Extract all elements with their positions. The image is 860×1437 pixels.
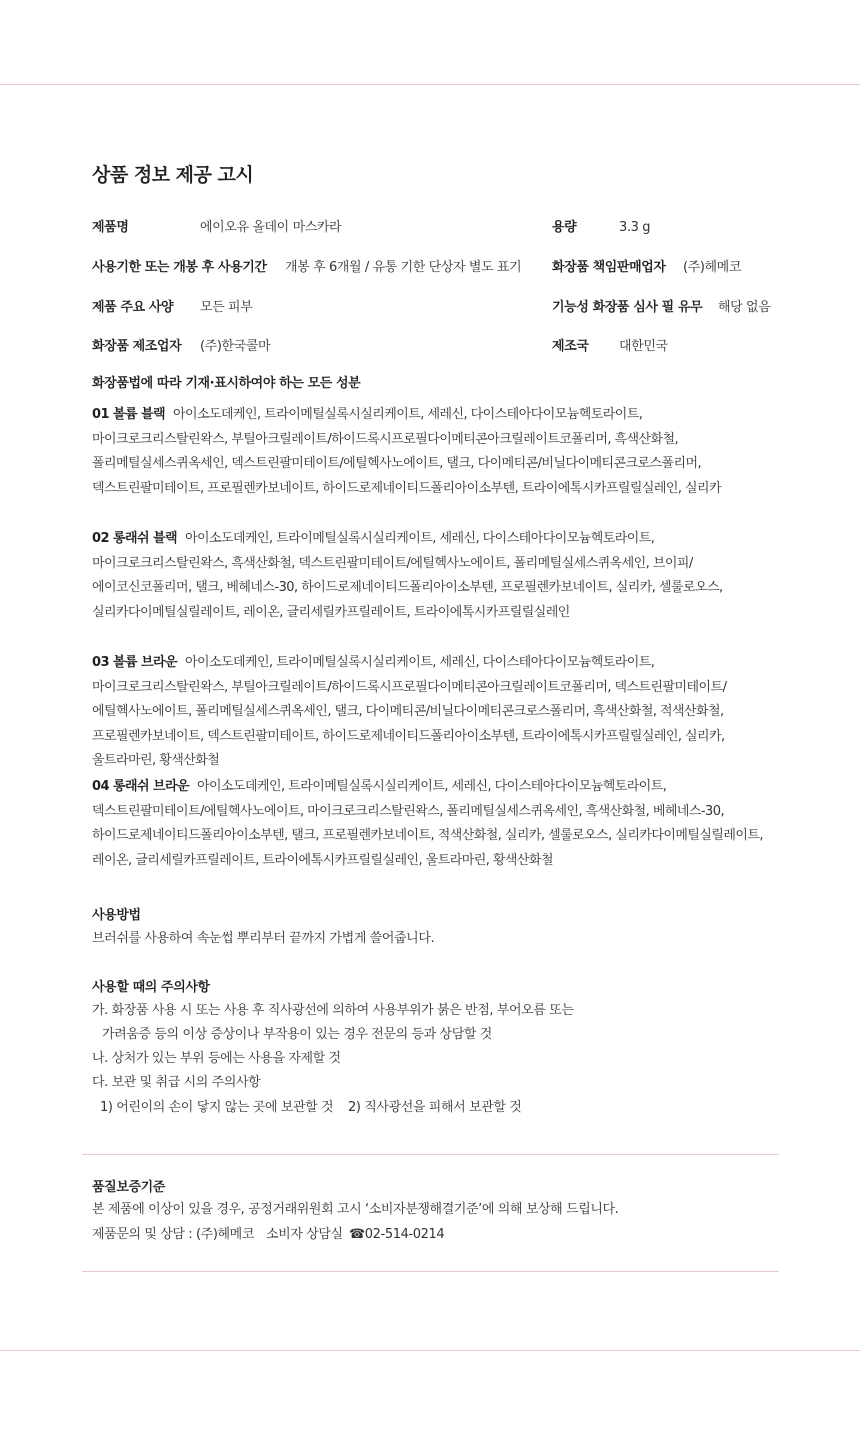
caution-item-c: 다. 보관 및 취급 시의 주의사항	[92, 1075, 261, 1090]
spec-country-value	[619, 338, 668, 356]
spec-country	[552, 338, 588, 356]
spec-value: 대한민국	[619, 339, 668, 354]
spec-label: 제품명	[92, 220, 129, 235]
spec-value: 에이오유 올데이 마스카라	[200, 220, 342, 235]
caution-item-a: 가. 화장품 사용 시 또는 사용 후 직사광선에 의하여 사용부위가 붉은 반점, 부어오름 또는	[92, 1003, 574, 1018]
top-divider	[0, 84, 860, 85]
caution-item-c1: 1) 어린이의 손이 닿지 않는 곳에 보관할 것	[100, 1100, 334, 1115]
caution-item-a-cont: 가려움증 등의 이상 증상이나 부작용이 있는 경우 전문의 등과 상담할 것	[102, 1027, 492, 1042]
spec-seller	[552, 259, 666, 277]
ingredient-text: 아이소도데케인, 트라이메틸실록시실리케이트, 세레신, 다이스테아다이모늄헥토라이트, 덱스트린팔미테이트/에틸헥사노에이트, 마이크로크리스탈린왁스, 폴리메틸실세스퀴옥세인, 흑색산화철, 베헤네스-30, 하이드로제네이티드폴리아이소부텐, 탤크, 프로필렌카보네이트, 적색산화철, 실리카, 셀룰로오스, 실리카다이메틸실릴레이트, 레이온, 글리세릴카프릴레이트, 트라이에톡시카프릴릴실레인, 울트라마린, 황색산화철	[92, 779, 763, 868]
spec-main	[92, 299, 173, 317]
caution-item-c2: 2) 직사광선을 피해서 보관할 것	[348, 1100, 522, 1115]
spec-label: 화장품 제조업자	[92, 339, 182, 354]
quality-bottom-divider	[82, 1271, 779, 1272]
spec-main-value	[200, 299, 252, 317]
usage-title: 사용방법	[92, 908, 141, 923]
ingredient-text: 아이소도데케인, 트라이메틸실록시실리케이트, 세레신, 다이스테아다이모늄헥토라이트, 마이크로크리스탈린왁스, 부틸아크릴레이트/하이드록시프로필다이메티콘아크릴레이트코폴리머, 흑색산화철, 폴리메틸실세스퀴옥세인, 덱스트린팔미테이트/에틸헥사노에이트, 탤크, 다이메티콘/비닐다이메티콘크로스폴리머, 덱스트린팔미테이트, 프로필렌카보네이트, 하이드로제네이티드폴리아이소부텐, 트라이에톡시카프릴릴실레인, 실리카	[92, 407, 722, 496]
contact-label: 제품문의 및 상담 : (주)헤메코	[92, 1227, 254, 1242]
quality-text: 본 제품에 이상이 있을 경우, 공정거래위원회 고시 ‘소비자분쟁해결기준’에 의해 보상해 드립니다.	[92, 1202, 619, 1217]
spec-product-name-value	[200, 219, 341, 237]
spec-expiry-value	[285, 259, 521, 277]
phone-number: 02-514-0214	[364, 1227, 445, 1242]
ingredient-name: 03 볼륨 브라운	[92, 655, 177, 670]
spec-label: 제품 주요 사양	[92, 300, 174, 315]
spec-product-name	[92, 219, 128, 237]
spec-value: (주)한국콜마	[200, 339, 271, 354]
spec-functional	[552, 299, 702, 317]
spec-label: 제조국	[552, 339, 589, 354]
spec-expiry	[92, 259, 267, 277]
ingredient-block	[92, 527, 772, 625]
spec-value: 3.3 g	[619, 220, 651, 235]
ingredient-name: 02 롱래쉬 블랙	[92, 531, 177, 546]
quality-title: 품질보증기준	[92, 1180, 165, 1195]
spec-label: 기능성 화장품 심사 필 유무	[552, 300, 703, 315]
spec-value: (주)헤메코	[683, 260, 741, 275]
spec-value: 모든 피부	[200, 300, 253, 315]
spec-label: 용량	[552, 220, 577, 235]
spec-capacity-value	[619, 219, 650, 237]
ingredient-name: 01 볼륨 블랙	[92, 407, 165, 422]
spec-value: 개봉 후 6개월 / 유통 기한 단상자 별도 표기	[285, 260, 522, 275]
spec-manufacturer	[92, 338, 181, 356]
ingredient-text: 아이소도데케인, 트라이메틸실록시실리케이트, 세레신, 다이스테아다이모늄헥토라이트, 마이크로크리스탈린왁스, 흑색산화철, 덱스트린팔미테이트/에틸헥사노에이트, 폴리메틸실세스퀴옥세인, 브이피/에이코신코폴리머, 탤크, 베헤네스-30, 하이드로제네이티드폴리아이소부텐, 프로필렌카보네이트, 실리카, 셀룰로오스, 실리카다이메틸실릴레이트, 레이온, 글리세릴카프릴레이트, 트라이에톡시카프릴릴실레인	[92, 531, 723, 620]
spec-label: 화장품 책임판매업자	[552, 260, 666, 275]
spec-value: 해당 없음	[718, 300, 771, 315]
phone-contact	[349, 1226, 444, 1244]
usage-text: 브러쉬를 사용하여 속눈썹 뿌리부터 끝까지 가볍게 쓸어줍니다.	[92, 931, 435, 946]
ingredient-text: 아이소도데케인, 트라이메틸실록시실리케이트, 세레신, 다이스테아다이모늄헥토라이트, 마이크로크리스탈린왁스, 부틸아크릴레이트/하이드록시프로필다이메티콘아크릴레이트코폴리머, 덱스트린팔미테이트/에틸헥사노에이트, 폴리메틸실세스퀴옥세인, 탤크, 다이메티콘/비닐다이메티콘크로스폴리머, 흑색산화철, 적색산화철, 프로필렌카보네이트, 덱스트린팔미테이트, 하이드로제네이티드폴리아이소부텐, 트라이에톡시카프릴릴실레인, 실리카, 울트라마린, 황색산화철	[92, 655, 727, 768]
page-title: 상품 정보 제공 고시	[92, 164, 254, 186]
ingredient-block	[92, 403, 772, 501]
spec-seller-value	[683, 259, 741, 277]
ingredient-block	[92, 775, 772, 873]
quality-top-divider	[82, 1154, 779, 1155]
spec-capacity	[552, 219, 576, 237]
ingredient-block	[92, 651, 772, 774]
ingredient-name: 04 롱래쉬 브라운	[92, 779, 189, 794]
bottom-divider	[0, 1350, 860, 1351]
spec-functional-value	[718, 299, 770, 317]
spec-label: 사용기한 또는 개봉 후 사용기간	[92, 260, 267, 275]
caution-title: 사용할 때의 주의사항	[92, 980, 210, 995]
phone-icon: ☎	[349, 1227, 365, 1242]
consumer-center: 소비자 상담실	[266, 1227, 343, 1242]
caution-item-b: 나. 상처가 있는 부위 등에는 사용을 자제할 것	[92, 1051, 341, 1066]
ingredients-title: 화장품법에 따라 기재·표시하여야 하는 모든 성분	[92, 376, 361, 391]
spec-manufacturer-value	[200, 338, 270, 356]
